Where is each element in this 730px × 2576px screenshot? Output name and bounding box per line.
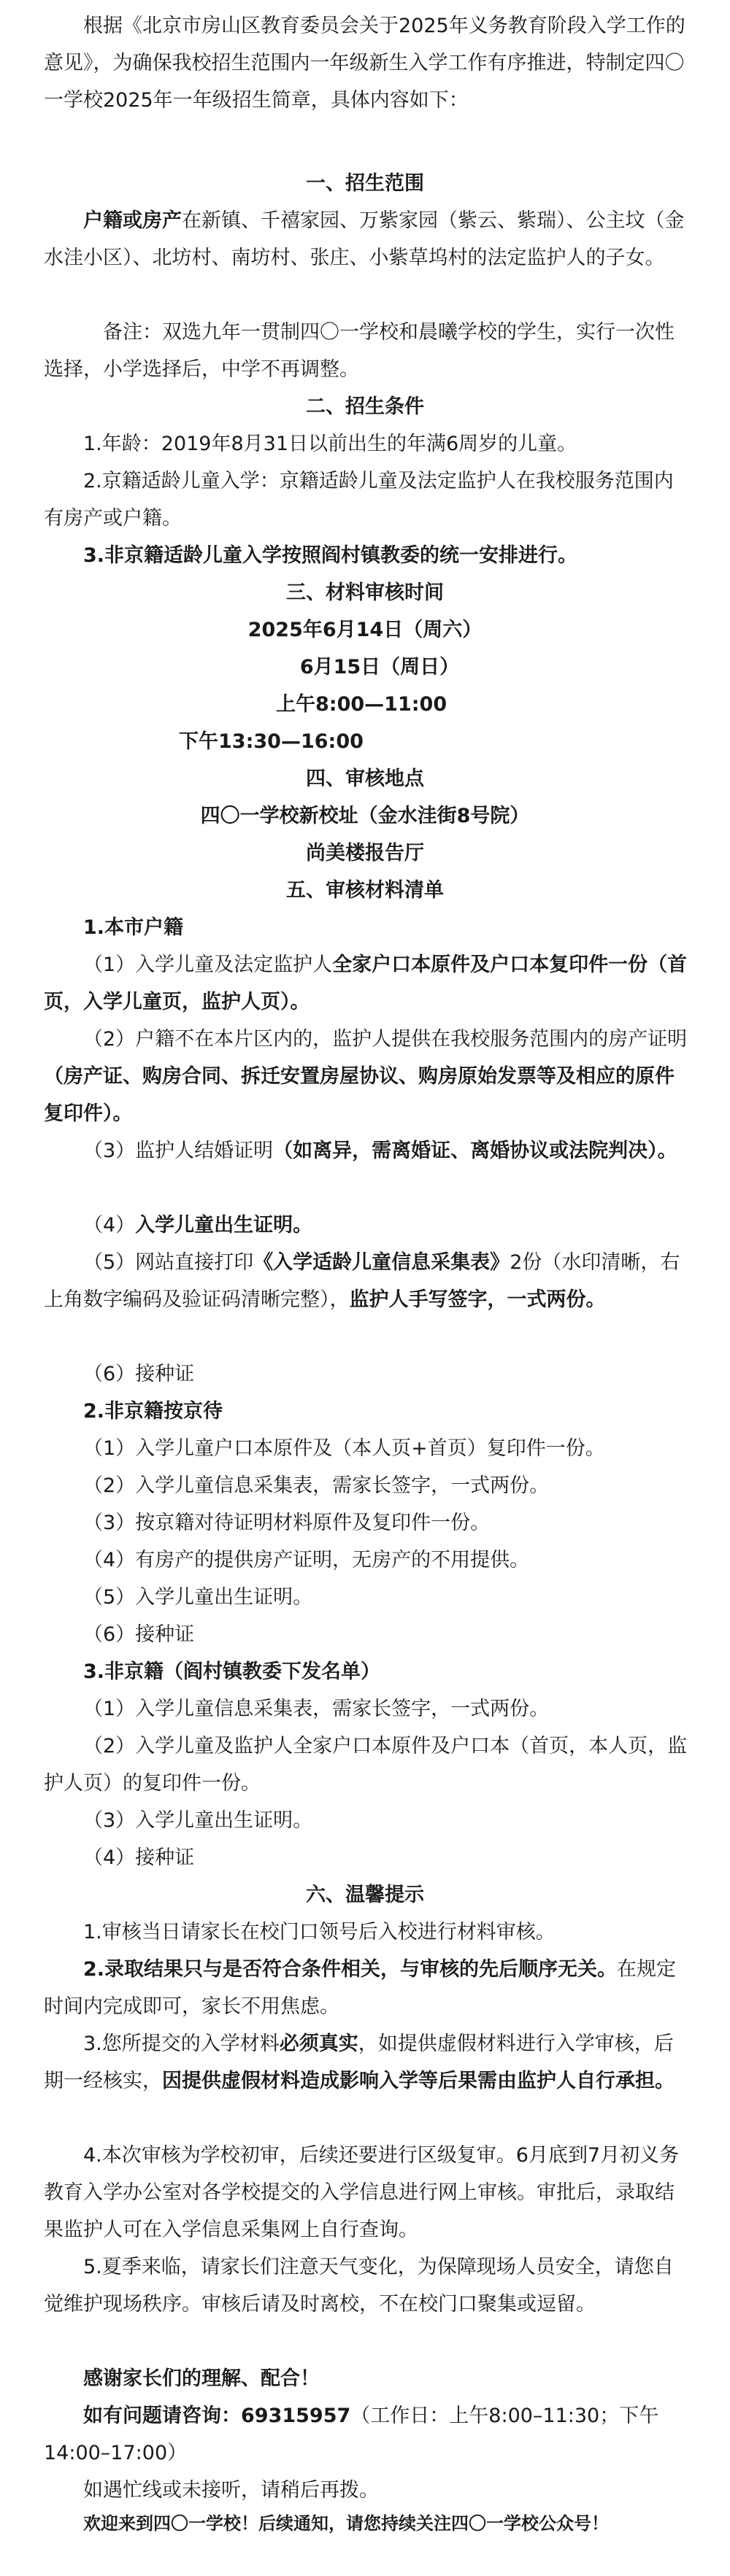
group-2-title: 2.非京籍按京待 xyxy=(83,1400,223,1423)
group-2-item-6: （6）接种证 xyxy=(83,1623,195,1646)
review-time-morning: 上午8:00—11:00 xyxy=(276,693,447,716)
item-bold-text: 《入学适龄儿童信息采集表》 xyxy=(253,1251,510,1274)
section-3-title: 三、材料审核时间 xyxy=(286,581,444,604)
review-hall: 尚美楼报告厅 xyxy=(306,842,424,865)
item-text: （1）入学儿童及法定监护人 xyxy=(83,954,333,976)
group-3-item-2: （2）入学儿童及监护人全家户口本原件及户口本（首页，本人页，监护人页）的复印件一份。 xyxy=(44,1735,688,1795)
group-2-item-3: （3）按京籍对待证明材料原件及复印件一份。 xyxy=(83,1512,491,1534)
range-lead: 户籍或房产 xyxy=(83,209,182,232)
tip-bold-text: 2.录取结果只与是否符合条件相关，与审核的先后顺序无关。 xyxy=(83,1958,618,1981)
group-3-item-3: （3）入学儿童出生证明。 xyxy=(83,1809,313,1832)
review-date-2: 6月15日（周日） xyxy=(299,656,460,678)
contact-phone[interactable]: 69315957 xyxy=(241,2405,351,2427)
group-2-item-4: （4）有房产的提供房产证明，无房产的不用提供。 xyxy=(83,1549,530,1571)
group-2-item-5: （5）入学儿童出生证明。 xyxy=(83,1586,313,1609)
condition-non-beijing: 3.非京籍适龄儿童入学按照阎村镇教委的统一安排进行。 xyxy=(83,544,578,567)
review-time-afternoon: 下午13:30—16:00 xyxy=(179,730,364,753)
group-1-item-2 xyxy=(44,1021,690,1132)
tip-1: 1.审核当日请家长在校门口领号后入校进行材料审核。 xyxy=(83,1921,556,1943)
item-bold-text: 监护人手写签字，一式两份。 xyxy=(349,1288,606,1311)
item-bold-text: 全家户口本原件及户口本复印件一份（首页，入学儿童页，监护人页）。 xyxy=(44,954,688,1013)
item-text: （3）监护人结婚证明 xyxy=(83,1140,274,1162)
section-5-title: 五、审核材料清单 xyxy=(286,879,444,902)
contact-line xyxy=(44,2397,690,2472)
group-3-item-4: （4）接种证 xyxy=(83,1846,195,1869)
section-6-title: 六、温馨提示 xyxy=(306,1884,424,1906)
item-bold-text: （如离异，需离婚证、离婚协议或法院判决）。 xyxy=(273,1140,677,1162)
tip-text: 在规定时间内完成即可，家长不用焦虑。 xyxy=(44,1958,677,2018)
item-text: （2）户籍不在本片区内的，监护人提供在我校服务范围内的房产证明 xyxy=(83,1028,688,1051)
item-text: （5）网站直接打印 xyxy=(83,1251,254,1274)
item-bold-text: 入学儿童出生证明。 xyxy=(135,1214,313,1237)
group-1-item-1 xyxy=(44,946,690,1021)
review-place: 四〇一学校新校址（金水洼街8号院） xyxy=(200,805,530,827)
tip-text: 3.您所提交的入学材料 xyxy=(83,2032,280,2055)
busy-line: 如遇忙线或未接听，请稍后再拨。 xyxy=(83,2479,379,2502)
group-1-item-6: （6）接种证 xyxy=(83,1363,195,1385)
item-bold-text: （房产证、购房合同、拆迁安置房屋协议、购房原始发票等及相应的原件复印件）。 xyxy=(44,1065,675,1125)
item-text: （4） xyxy=(83,1214,136,1237)
section-2-title: 二、招生条件 xyxy=(306,395,424,418)
range-note: 备注：双选九年一贯制四〇一学校和晨曦学校的学生，实行一次性选择，小学选择后，中学不再调整。 xyxy=(44,321,675,381)
tip-text: ，如提供虚假材料进行入学审核，后期一经核实， xyxy=(44,2032,674,2092)
section-4-title: 四、审核地点 xyxy=(306,767,424,790)
condition-age: 1.年龄：2019年8月31日以前出生的年满6周岁的儿童。 xyxy=(83,433,577,455)
tip-bold-text: 因提供虚假材料造成影响入学等后果需由监护人自行承担。 xyxy=(162,2070,675,2092)
group-1-item-4 xyxy=(44,1207,690,1244)
item-text: 2份（水印清晰，右上角数字编码及验证码清晰完整）， xyxy=(44,1251,680,1311)
thanks-line: 感谢家长们的理解、配合！ xyxy=(83,2367,320,2390)
group-1-item-3 xyxy=(44,1132,690,1169)
tip-2 xyxy=(44,1951,690,2025)
tip-3 xyxy=(44,2025,690,2100)
condition-beijing: 2.京籍适龄儿童入学：京籍适龄儿童及法定监护人在我校服务范围内有房产或户籍。 xyxy=(44,470,674,530)
welcome-line: 欢迎来到四〇一学校！后续通知，请您持续关注四〇一学校公众号！ xyxy=(83,2513,609,2534)
intro-paragraph: 根据《北京市房山区教育委员会关于2025年义务教育阶段入学工作的意见》，为确保我校招生范围内一年级新生入学工作有序推进，特制定四〇一学校2025年一年级招生简章，具体内容如下： xyxy=(44,15,685,112)
tip-bold-text: 必须真实 xyxy=(279,2032,358,2055)
contact-hours: （工作日：上午8:00–11:30；下午14:00–17:00） xyxy=(44,2405,659,2464)
range-rest: 在新镇、千禧家园、万紫家园（紫云、紫瑞）、公主坟（金水洼小区）、北坊村、南坊村、张庄、小紫草坞村的法定监护人的子女。 xyxy=(44,209,685,269)
section-1-title: 一、招生范围 xyxy=(306,172,424,195)
group-2-item-1: （1）入学儿童户口本原件及（本人页+首页）复印件一份。 xyxy=(83,1437,605,1460)
admission-range-paragraph xyxy=(44,202,690,276)
contact-label: 如有问题请咨询： xyxy=(83,2405,241,2427)
group-1-title: 1.本市户籍 xyxy=(83,916,184,939)
group-3-item-1: （1）入学儿童信息采集表，需家长签字，一式两份。 xyxy=(83,1698,550,1720)
tip-5: 5.夏季来临，请家长们注意天气变化，为保障现场人员安全，请您自觉维护现场秩序。审核后请及时离校，不在校门口聚集或逗留。 xyxy=(44,2256,674,2316)
review-date-1: 2025年6月14日（周六） xyxy=(247,619,483,641)
group-3-title: 3.非京籍（阎村镇教委下发名单） xyxy=(83,1660,381,1683)
tip-4: 4.本次审核为学校初审，后续还要进行区级复审。6月底到7月初义务教育入学办公室对各学校提交的入学信息进行网上审核。审批后，录取结果监护人可在入学信息采集网上自行查询。 xyxy=(44,2144,680,2241)
group-2-item-2: （2）入学儿童信息采集表，需家长签字，一式两份。 xyxy=(83,1474,550,1497)
group-1-item-5 xyxy=(44,1244,690,1318)
